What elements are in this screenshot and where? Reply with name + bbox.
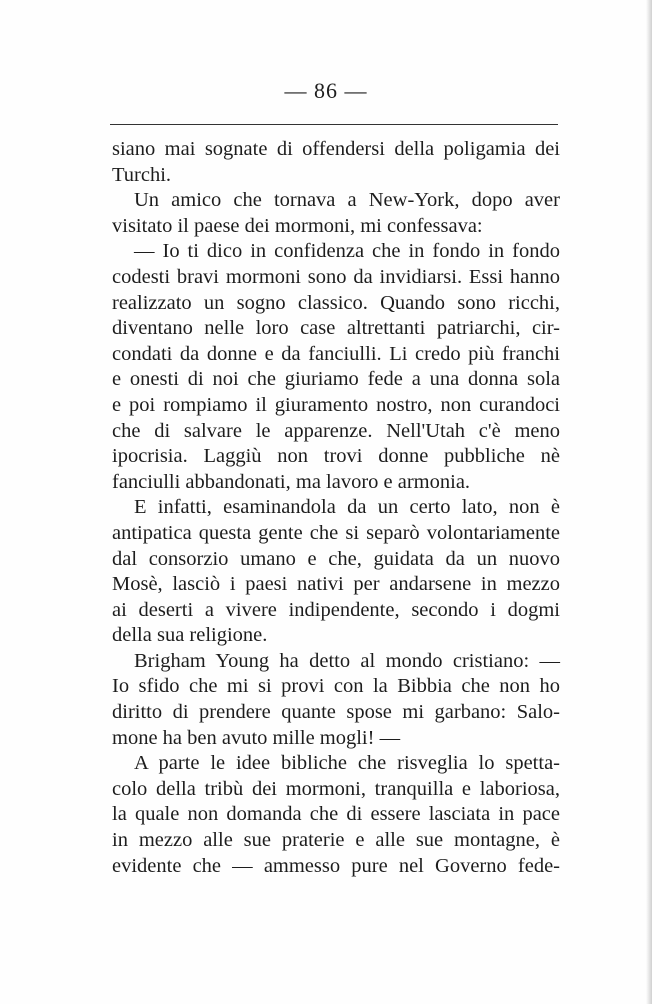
header-rule [110, 124, 558, 125]
text-line: e poi rompiamo il giuramento nostro, non curandoci [112, 393, 560, 416]
text-line: codesti bravi mormoni sono da invidiarsi. Essi hanno [112, 265, 560, 288]
text-line: Io sfido che mi si provi con la Bibbia che non ho [112, 675, 560, 698]
text-line: in mezzo alle sue praterie e alle sue montagne, è [112, 829, 560, 852]
text-line: diritto di prendere quante spose mi garbano: Salo- [112, 701, 560, 724]
text-line: colo della tribù dei mormoni, tranquilla e laboriosa, [112, 777, 560, 800]
text-line: siano mai sognate di offendersi della poligamia dei [112, 138, 560, 160]
text-line: ipocrisia. Laggiù non trovi donne pubbliche nè [112, 445, 560, 468]
text-line: la quale non domanda che di essere lasciata in pace [112, 803, 560, 826]
scan-edge-shadow [646, 0, 652, 1004]
text-line: che di salvare le apparenze. Nell'Utah c'è meno [112, 419, 560, 442]
body-text [112, 137, 560, 879]
text-line: della sua religione. [112, 624, 268, 647]
text-line: E infatti, esaminandola da un certo lato, non è [134, 496, 560, 519]
text-line: visitato il paese dei mormoni, mi confessava: [112, 214, 483, 237]
text-line: Brigham Young ha detto al mondo cristiano: — [134, 649, 560, 672]
text-line: dal consorzio umano e che, guidata da un nuovo [112, 547, 560, 570]
text-line: — Io ti dico in confidenza che in fondo in fondo [134, 240, 560, 263]
text-line: Mosè, lasciò i paesi nativi per andarsene in mezzo [112, 573, 560, 596]
text-line: diventano nelle loro case altrettanti patriarchi, cir- [112, 317, 560, 340]
text-line: e onesti di noi che giuriamo fede a una donna sola [112, 368, 560, 391]
text-line: Turchi. [112, 163, 172, 186]
text-line: Un amico che tornava a New-York, dopo aver [134, 189, 560, 212]
page-number: — 86 — [284, 78, 368, 103]
text-line: mone ha ben avuto mille mogli! — [112, 726, 401, 749]
text-line: condati da donne e da fanciulli. Li credo più franchi [112, 342, 560, 365]
text-line: A parte le idee bibliche che risveglia lo spetta- [134, 752, 560, 775]
text-line: antipatica questa gente che si separò volontariamente [112, 521, 560, 544]
text-line: ai deserti a vivere indipendente, secondo i dogmi [112, 598, 560, 621]
text-line: realizzato un sogno classico. Quando sono ricchi, [112, 291, 560, 314]
text-line: evidente che — ammesso pure nel Governo fede- [112, 854, 560, 877]
text-line: fanciulli abbandonati, ma lavoro e armonia. [112, 470, 471, 493]
